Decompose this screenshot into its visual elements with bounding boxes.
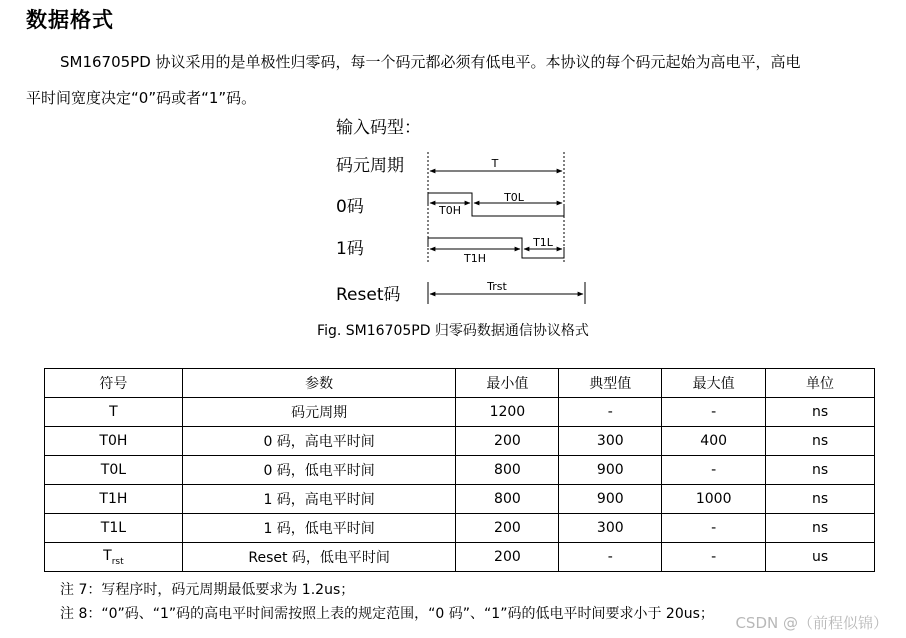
table-row: [45, 485, 875, 514]
cell-min: 800: [456, 456, 559, 485]
table-row: [45, 398, 875, 427]
symbol-base: T: [103, 547, 112, 564]
cell-min: 200: [456, 427, 559, 456]
cell-symbol: T1L: [45, 514, 183, 543]
intro-paragraph-line1: SM16705PD 协议采用的是单极性归零码，每一个码元都必须有低电平。本协议的每个码元起始为高电平，高电: [60, 53, 801, 71]
page-title: 数据格式: [26, 8, 114, 32]
cell-unit: ns: [766, 427, 875, 456]
note-7: 注 7：写程序时，码元周期最低要求为 1.2us；: [60, 582, 355, 598]
cell-max: 400: [662, 427, 766, 456]
cell-symbol: T0H: [45, 427, 183, 456]
cell-param: 码元周期: [182, 398, 456, 427]
header-min: 最小值: [456, 369, 559, 398]
label-Trst: Trst: [487, 280, 507, 293]
table-row: [45, 543, 875, 572]
cell-min: 1200: [456, 398, 559, 427]
cell-typ: 900: [559, 456, 662, 485]
label-reset-code: Reset码: [336, 285, 401, 305]
timing-table: [44, 368, 875, 572]
label-zero-code: 0码: [336, 197, 364, 217]
timing-diagram: [0, 0, 906, 318]
symbol-subscript: rst: [111, 556, 124, 567]
cell-min: 200: [456, 514, 559, 543]
header-max: 最大值: [662, 369, 766, 398]
intro-paragraph-line2: 平时间宽度决定“0”码或者“1”码。: [26, 89, 257, 107]
cell-min: 800: [456, 485, 559, 514]
table-row: [45, 427, 875, 456]
figure-caption: Fig. SM16705PD 归零码数据通信协议格式: [317, 323, 589, 339]
cell-param: 1 码，低电平时间: [182, 514, 456, 543]
cell-max: -: [662, 514, 766, 543]
cell-max: -: [662, 543, 766, 572]
label-symbol-period: 码元周期: [336, 156, 404, 176]
cell-unit: ns: [766, 456, 875, 485]
label-T1L: T1L: [533, 236, 553, 249]
cell-symbol: T0L: [45, 456, 183, 485]
cell-typ: 900: [559, 485, 662, 514]
cell-param: 1 码，高电平时间: [182, 485, 456, 514]
cell-typ: 300: [559, 514, 662, 543]
cell-unit: ns: [766, 398, 875, 427]
header-param: 参数: [182, 369, 456, 398]
header-typ: 典型值: [559, 369, 662, 398]
cell-unit: ns: [766, 514, 875, 543]
diagram-heading: 输入码型：: [336, 118, 421, 138]
label-T1H: T1H: [464, 252, 486, 265]
header-symbol: 符号: [45, 369, 183, 398]
cell-max: 1000: [662, 485, 766, 514]
note-8: 注 8：“0”码、“1”码的高电平时间需按照上表的规定范围，“0 码”、“1”码的低电平时间要求小于 20us；: [60, 606, 714, 622]
cell-param: 0 码，低电平时间: [182, 456, 456, 485]
cell-max: -: [662, 456, 766, 485]
cell-max: -: [662, 398, 766, 427]
cell-min: 200: [456, 543, 559, 572]
cell-symbol: T1H: [45, 485, 183, 514]
label-T0H: T0H: [439, 204, 461, 217]
watermark: CSDN @（前程似锦）: [735, 614, 888, 632]
cell-param: 0 码，高电平时间: [182, 427, 456, 456]
table-header-row: [45, 369, 875, 398]
cell-typ: 300: [559, 427, 662, 456]
cell-symbol: [45, 543, 183, 572]
label-T0L: T0L: [504, 191, 524, 204]
cell-param: Reset 码，低电平时间: [182, 543, 456, 572]
cell-typ: -: [559, 398, 662, 427]
table-row: [45, 514, 875, 543]
cell-symbol: T: [45, 398, 183, 427]
label-T: T: [491, 157, 499, 170]
header-unit: 单位: [766, 369, 875, 398]
cell-typ: -: [559, 543, 662, 572]
cell-unit: ns: [766, 485, 875, 514]
label-one-code: 1码: [336, 239, 364, 259]
table-row: [45, 456, 875, 485]
cell-unit: us: [766, 543, 875, 572]
